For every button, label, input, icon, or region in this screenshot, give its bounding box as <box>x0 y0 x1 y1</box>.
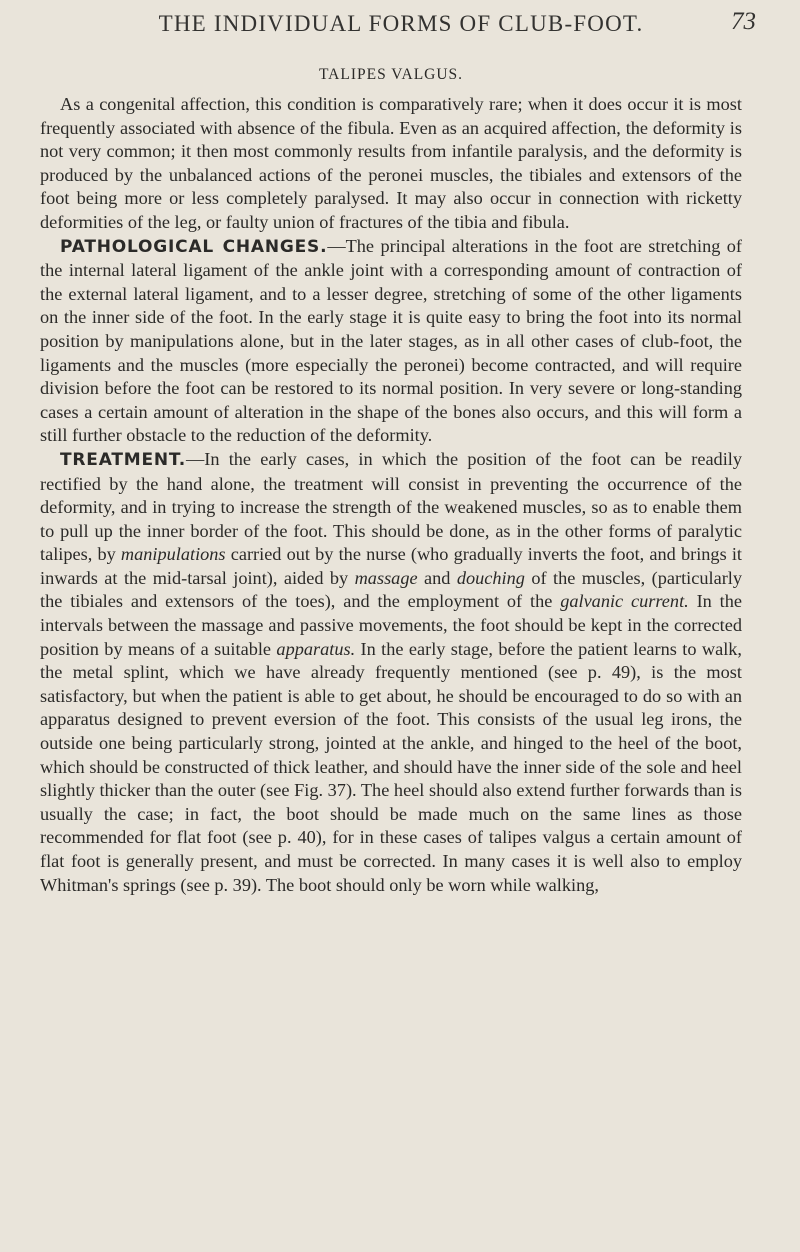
page-number: 73 <box>731 8 756 35</box>
section-title: TALIPES VALGUS. <box>318 66 464 83</box>
side-heading-treatment: TREATMENT. <box>60 449 186 470</box>
treatment-text-2: carried out by the nurse (who gradually inverts the foot, and brings it inwards at the mid-tarsal joint), aided by <box>40 544 743 588</box>
italic-manipulations: manipulations <box>120 544 226 565</box>
pathological-changes-text: —The principal alterations in the foot are stretching of the internal lateral ligament of the ankle joint with a corresponding amount of contraction of the external lateral ligament, and to a lesser degree, stretching of some of the other ligaments on the inner side of the foot. In the early stage it is quite easy to bring the foot into its normal position by manipulations alone, but in the later stages, as in all other cases of club-foot, the ligaments and the muscles (more especially the peronei) become contracted, and will require division before the foot can be restored to its normal position. In very severe or long-standing cases a certain amount of alteration in the shape of the bones also occurs, and this will form a still further obstacle to the reduction of the deformity. <box>40 235 742 446</box>
treatment-text-3: and <box>417 567 457 588</box>
body-text <box>40 93 742 897</box>
side-heading-pathological-changes: PATHOLOGICAL CHANGES. <box>60 236 328 257</box>
italic-apparatus: apparatus. <box>276 638 356 659</box>
paragraph-intro: As a congenital affection, this condition is comparatively rare; when it does occur it is most frequently associated with absence of the fibula. Even as an acquired affection, the deformity is not very common; it then most commonly results from infantile paralysis, and the deformity is produced by the unbalanced actions of the peronei muscles, the tibiales and extensors of the foot being more or less completely paralysed. It may also occur in connection with ricketty deformities of the leg, or faulty union of fractures of the tibia and fibula. <box>40 94 742 232</box>
running-title: THE INDIVIDUAL FORMS OF CLUB-FOOT. <box>158 11 644 36</box>
italic-galvanic-current: galvanic current. <box>560 591 689 612</box>
italic-douching: douching <box>456 567 525 588</box>
italic-massage: massage <box>354 567 418 588</box>
treatment-text-6: In the early stage, before the patient learns to walk, the metal splint, which we have already frequently mentioned (see p. 49), is the most satisfactory, but when the patient is able to get about, he should be encouraged to do so with an apparatus designed to prevent eversion of the foot. This consists of the usual leg irons, the outside one being particularly strong, jointed at the ankle, and hinged to the heel of the boot, which should be constructed of thick leather, and should have the inner side of the sole and heel slightly thicker than the outer (see Fig. 37). The heel should also extend further forwards than is usually the case; in fact, the boot should be made much on the same lines as those recommended for flat foot (see p. 40), for in these cases of talipes valgus a certain amount of flat foot is generally present, and must be corrected. In many cases it is well also to employ Whitman's springs (see p. 39). The boot should only be worn while walking, <box>40 638 742 895</box>
running-header <box>40 0 756 46</box>
paragraph-pathological-changes <box>40 235 742 448</box>
treatment-text-5: In the intervals between the massage and passive movements, the foot should be kept in the corrected position by means of a suitable <box>40 591 742 659</box>
treatment-text-4: of the muscles, (particularly the tibiales and extensors of the toes), and the employment of the <box>40 567 742 612</box>
treatment-text-1: —In the early cases, in which the position of the foot can be readily rectified by the hand alone, the treatment will consist in preventing the occurrence of the deformity, and in trying to increase the strength of the weakened muscles, so as to enable them to pull up the inner border of the foot. This should be done, as in the other forms of paralytic talipes, by <box>40 448 742 565</box>
paragraph-treatment <box>40 448 742 897</box>
